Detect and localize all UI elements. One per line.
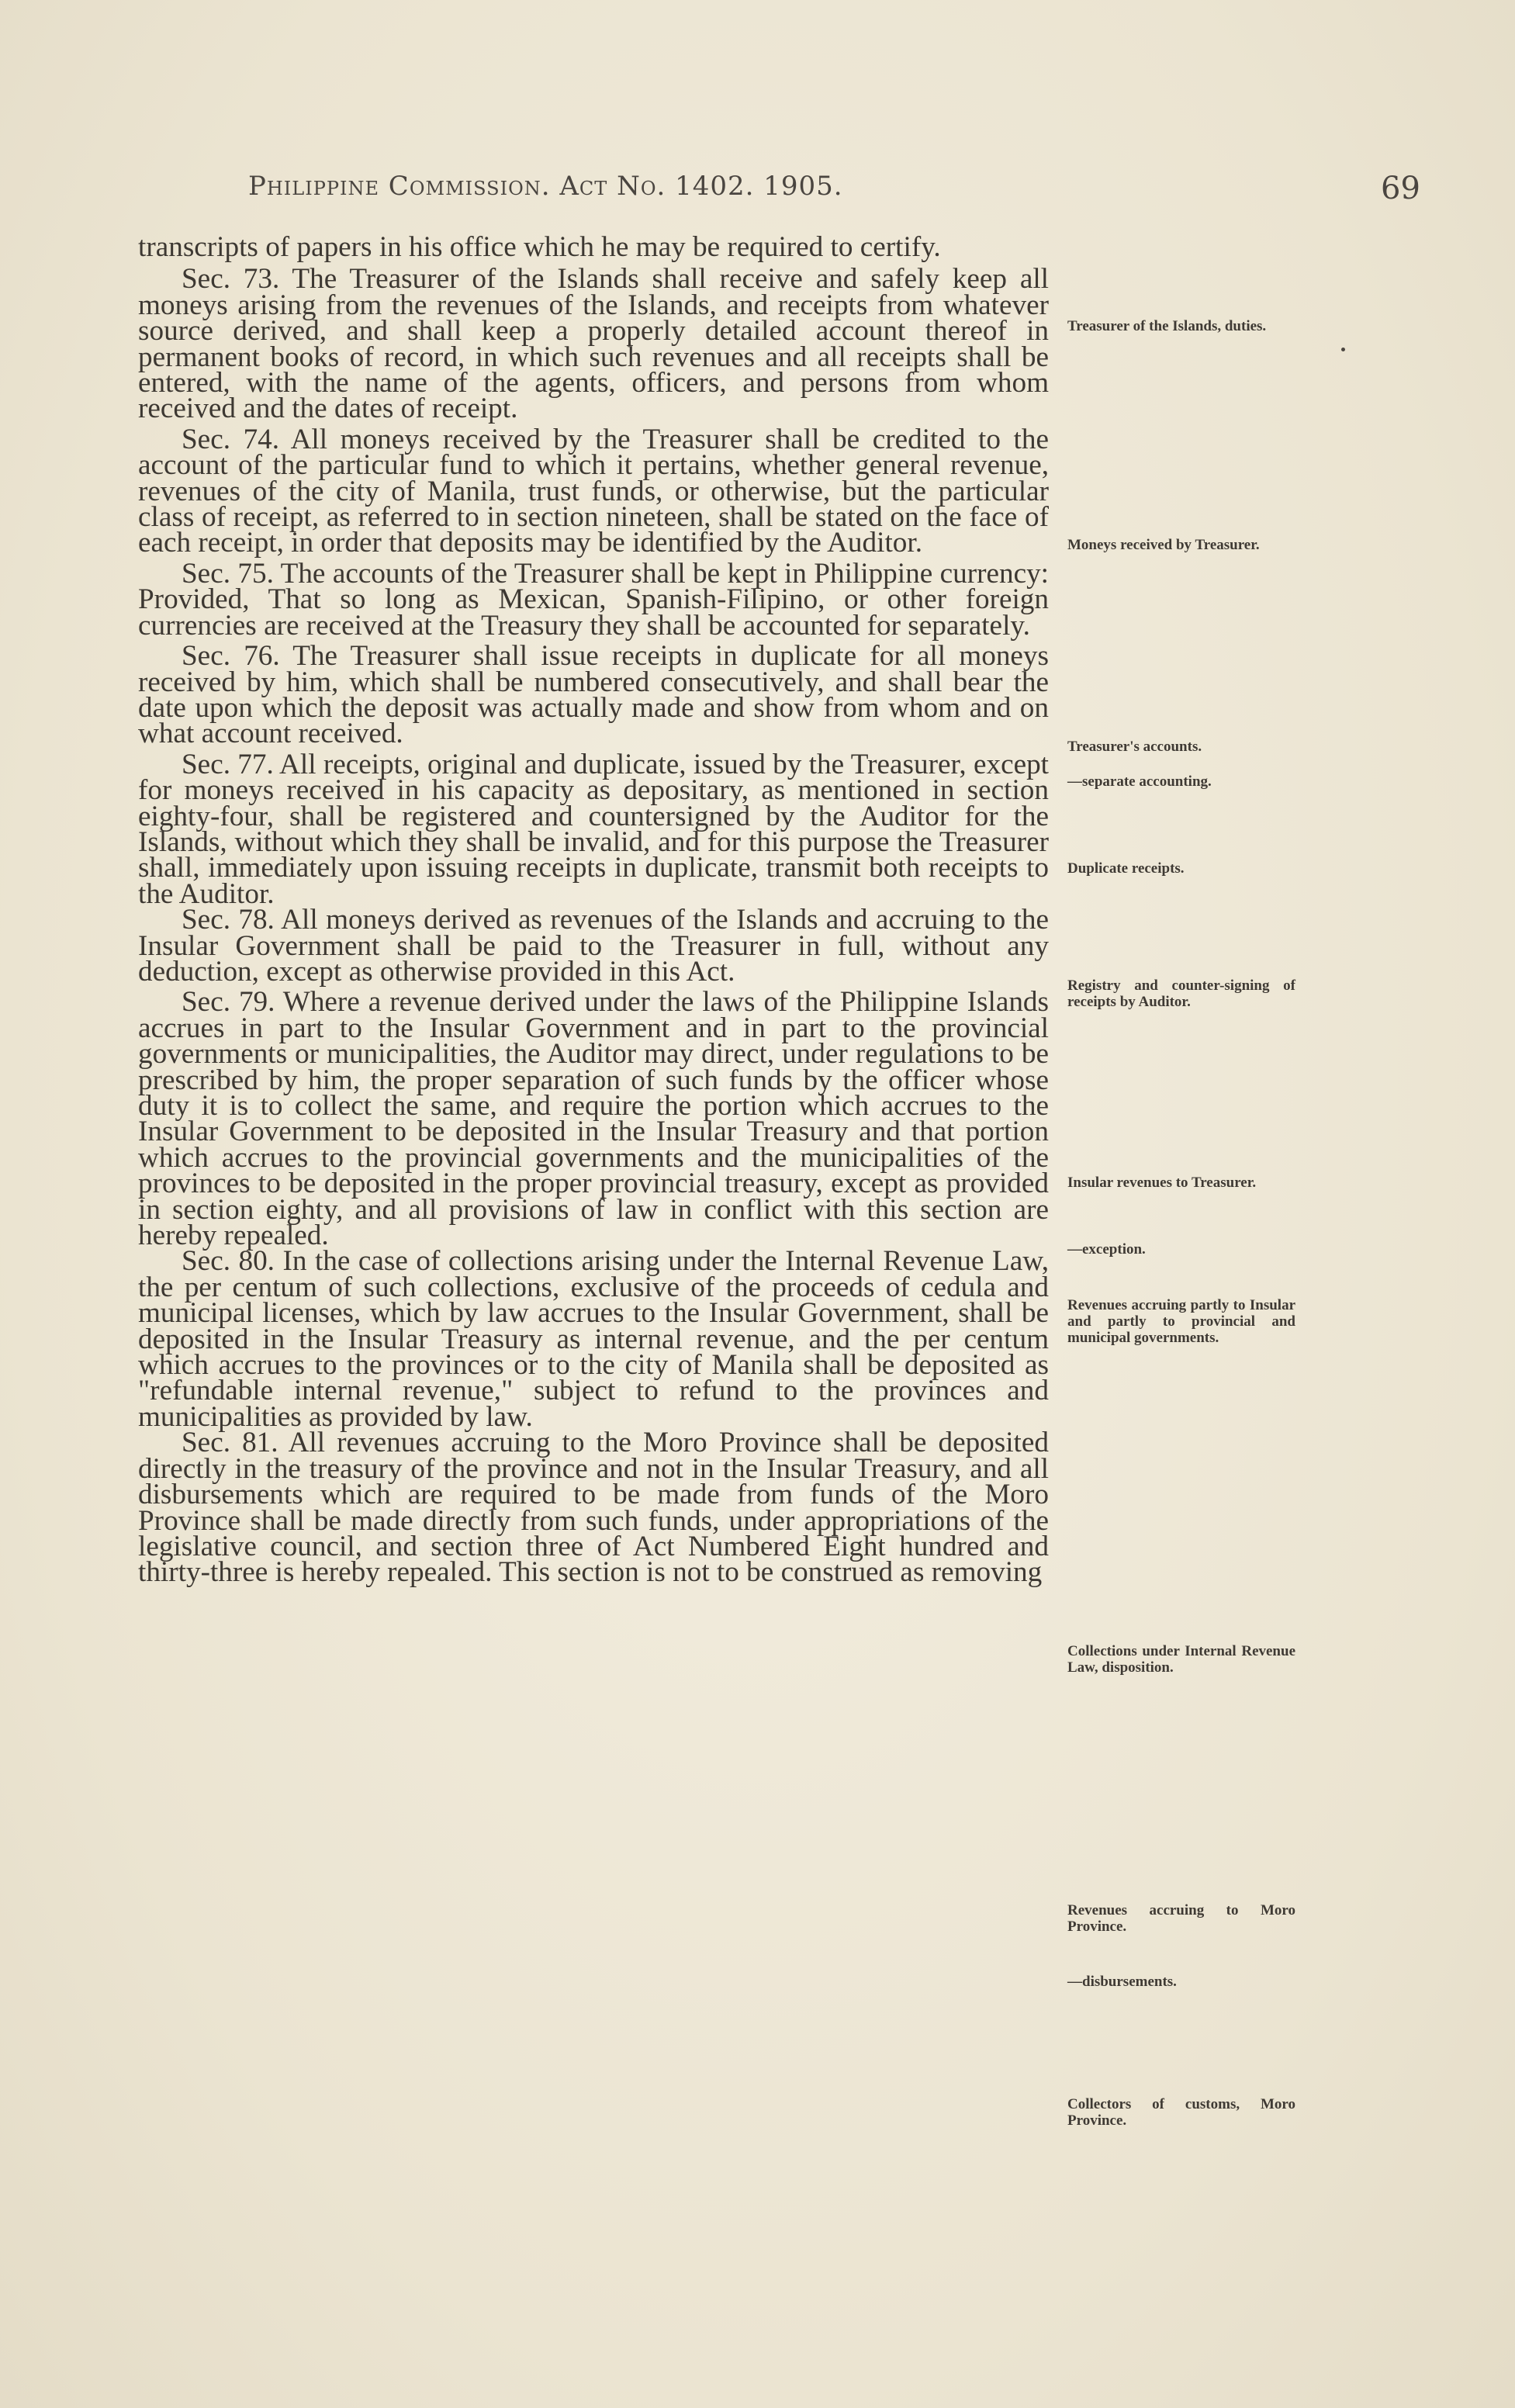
section-75: Sec. 75. The accounts of the Treasurer shall be kept in Philippine currency: Provided, That so long as Mexican, Spanish-Filipino, or other foreign currencies are received at the Treasury they shall be accounted for separately. — [138, 557, 1049, 642]
marginal-note-internal-revenue: Collections under Internal Revenue Law, disposition. — [1067, 1643, 1295, 1676]
section-73: Sec. 73. The Treasurer of the Islands shall receive and safely keep all moneys arising from the revenues of the Islands, and receipts from whatever source derived, and shall keep a properly detailed account thereof in permanent books of record, in which such revenues and all receipts shall be entered, with the name of the agents, officers, and persons from whom received and the dates of receipt. — [138, 263, 1049, 425]
body-text — [138, 231, 1049, 1589]
section-76: Sec. 76. The Treasurer shall issue receipts in duplicate for all moneys received by him, which shall be numbered consecutively, and shall bear the date upon which the deposit was actually made and show from whom and on what account received. — [138, 640, 1049, 750]
marginal-note-registry-countersigning: Registry and counter-signing of receipts by Auditor. — [1067, 977, 1295, 1010]
running-head: Philippine Commission. Act No. 1402. 1905. — [248, 171, 843, 202]
marginal-note-moro-revenues: Revenues accruing to Moro Province. — [1067, 1902, 1295, 1935]
marginal-note-duplicate-receipts: Duplicate receipts. — [1067, 860, 1185, 877]
marginal-note-insular-revenues: Insular revenues to Treasurer. — [1067, 1175, 1257, 1191]
marginal-note-collectors-customs: Collectors of customs, Moro Province. — [1067, 2096, 1295, 2129]
paragraph-continuation: transcripts of papers in his office which he may be required to certify. — [138, 231, 941, 263]
section-79: Sec. 79. Where a revenue derived under the laws of the Philippine Islands accrues in part to the Insular Government and in part to the provincial governments or municipalities, the Auditor may direct, under regulations to be prescribed by him, the proper separation of such funds by the officer whose duty it is to collect the same, and require the portion which accrues to the Insular Government to be deposited in the Insular Treasury and that portion which accrues to the provincial governments and the municipalities of the provinces to be deposited in the proper provincial treasury, except as provided in section eighty, and all provisions of law in conflict with this section are hereby repealed. — [138, 986, 1049, 1252]
page-number: 69 — [1381, 171, 1420, 206]
section-81: Sec. 81. All revenues accruing to the Moro Province shall be deposited directly in the treasury of the province and not in the Insular Treasury, and all disbursements which are required to be made from funds of the Moro Province shall be made directly from such funds, under appropriations of the legislative council, and section three of Act Numbered Eight hundred and thirty-three is hereby repealed. This section is not to be construed as removing — [138, 1427, 1049, 1589]
section-78: Sec. 78. All moneys derived as revenues of the Islands and accruing to the Insular Government shall be paid to the Treasurer in full, without any deduction, except as otherwise provided in this Act. — [138, 904, 1049, 988]
marginal-note-revenues-partly: Revenues accruing partly to Insular and partly to provincial and municipal governments. — [1067, 1297, 1295, 1346]
marginal-note-treasurer-duties: Treasurer of the Islands, duties. — [1067, 318, 1267, 334]
section-74: Sec. 74. All moneys received by the Treasurer shall be credited to the account of the particular fund to which it pertains, whether general revenue, revenues of the city of Manila, trust funds, or otherwise, but the particular class of receipt, as referred to in section nineteen, shall be stated on the face of each receipt, in order that deposits may be identified by the Auditor. — [138, 423, 1049, 559]
ink-speck — [1341, 348, 1345, 351]
marginal-note-exception: —exception. — [1067, 1241, 1146, 1258]
marginal-note-separate-accounting: —separate accounting. — [1067, 773, 1212, 790]
section-77: Sec. 77. All receipts, original and duplicate, issued by the Treasurer, except for moneys received in his capacity as depositary, as mentioned in section eighty-four, shall be registered and countersigned by the Auditor for the Islands, without which they shall be invalid, and for this purpose the Treasurer shall, immediately upon issuing receipts in duplicate, transmit both receipts to the Auditor. — [138, 748, 1049, 910]
marginal-note-disbursements: —disbursements. — [1067, 1974, 1177, 1990]
marginal-note-moneys-received: Moneys received by Treasurer. — [1067, 537, 1260, 553]
marginal-note-treasurer-accounts: Treasurer's accounts. — [1067, 739, 1202, 755]
section-80: Sec. 80. In the case of collections arising under the Internal Revenue Law, the per centum of such collections, exclusive of the proceeds of cedula and municipal licenses, which by law accrues to the Insular Government, shall be deposited in the Insular Treasury as internal revenue, and the per centum which accrues to the provinces or to the city of Manila shall be deposited as "refundable internal revenue," subject to refund to the provinces and municipalities as provided by law. — [138, 1245, 1049, 1433]
